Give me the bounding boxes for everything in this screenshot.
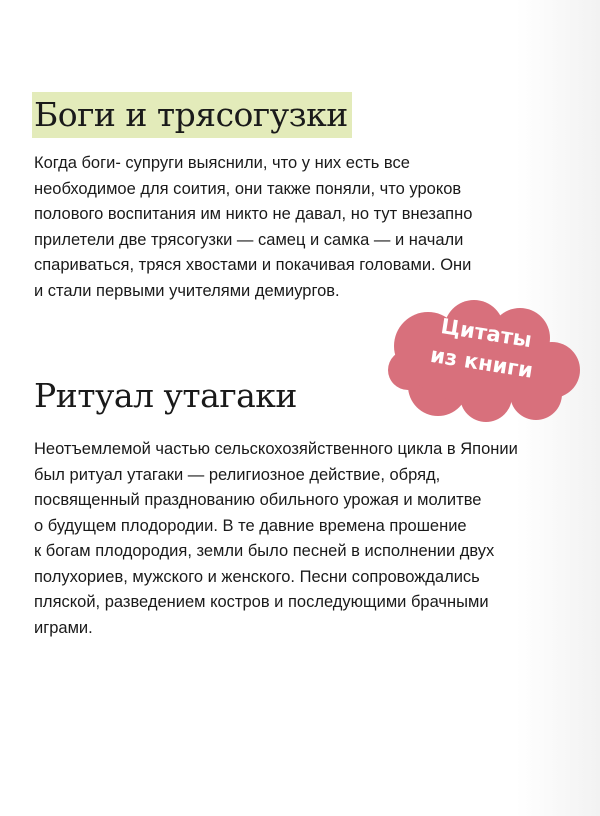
text-line: прилетели две трясогузки — самец и самка — и начали xyxy=(34,230,464,249)
section-text-gods-wagtails xyxy=(34,151,554,304)
sticker-line-2: из книги xyxy=(428,342,535,383)
section-title-gods-wagtails: Боги и трясогузки xyxy=(32,92,352,138)
section-title-utagaki: Ритуал утагаки xyxy=(34,376,297,415)
text-line: спариваться, тряся хвостами и покачивая головами. Они xyxy=(34,256,472,274)
text-line: был ритуал утагаки — религиозное действие, обряд, xyxy=(34,465,441,484)
quotes-sticker xyxy=(386,300,582,424)
text-line: Когда боги- супруги выяснили, что у них есть все xyxy=(34,154,410,172)
section-text-utagaki xyxy=(34,437,554,641)
text-line: играми. xyxy=(34,618,93,637)
sticker-line-1: Цитаты xyxy=(439,314,534,353)
text-line: полухориев, мужского и женского. Песни сопровождались xyxy=(34,567,480,586)
text-line: пляской, разведением костров и последующими брачными xyxy=(34,593,489,611)
text-line: полового воспитания им никто не давал, но тут внезапно xyxy=(34,205,473,223)
text-line: о будущем плодородии. В те давние времена прошение xyxy=(34,516,467,535)
text-line: к богам плодородия, земли было песней в исполнении двух xyxy=(34,542,495,560)
text-line: посвященный празднованию обильного урожая и молитве xyxy=(34,491,482,509)
text-line: необходимое для соития, они также поняли, что уроков xyxy=(34,179,462,198)
text-line: Неотъемлемой частью сельскохозяйственного цикла в Японии xyxy=(34,440,518,458)
text-line: и стали первыми учителями демиургов. xyxy=(34,281,340,300)
